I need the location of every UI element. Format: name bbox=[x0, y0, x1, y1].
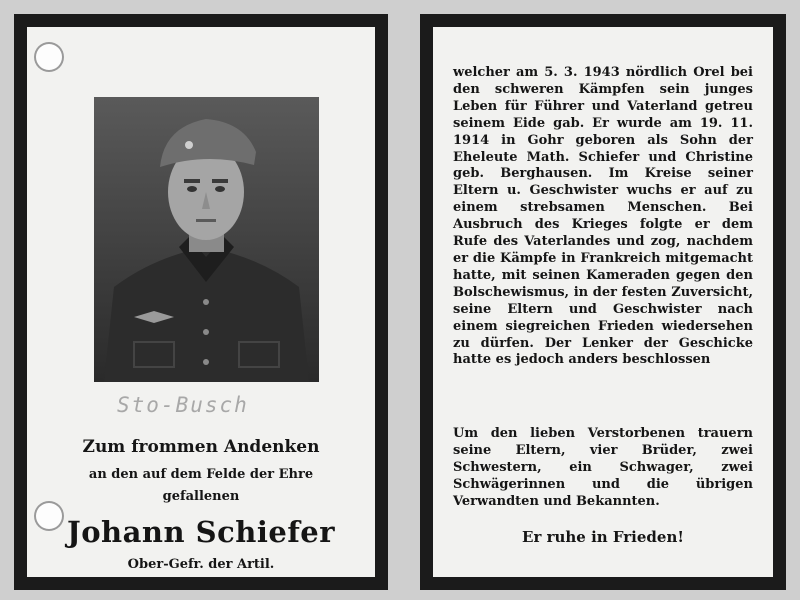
memorial-subheading-line-1: an den auf dem Felde der Ehre bbox=[88, 467, 314, 482]
portrait-illustration bbox=[94, 97, 319, 382]
memorial-heading: Zum frommen Andenken bbox=[82, 437, 320, 457]
memorial-card-right bbox=[420, 14, 786, 590]
closing-blessing: Er ruhe in Frieden! bbox=[522, 528, 684, 546]
memorial-subheading-line-2: gefallenen bbox=[162, 489, 240, 504]
deceased-name: Johann Schiefer bbox=[66, 515, 336, 549]
mourners-text: Um den lieben Verstorbenen trauern seine Eltern, vier Brüder, zwei Schwestern, ein Schwager, zwei Schwägerinnen und die übrigen Verwandten und Bekannten. bbox=[453, 426, 753, 509]
soldier-portrait-photo bbox=[94, 97, 319, 382]
handwritten-pencil-note: Sto-Busch bbox=[117, 393, 249, 417]
biography-text: welcher am 5. 3. 1943 nördlich Orel bei den schweren Kämpfen sein junges Leben für Führer und Vaterland getreu seinem Eide gab. Er wurde am 19. 11. 1914 in Gohr geboren als Sohn der Eheleute Math. Schiefer und Christine geb. Berghausen. Im Kreise seiner Eltern u. Geschwister wuchs er auf zu einem strebsamen Menschen. Bei Ausbruch des Krieges folgte er dem Rufe des Vaterlandes und zog, nachdem er die Kämpfe in Frankreich mitgemacht hatte, mit seinen Kameraden gegen den Bolschewismus, in der festen Zuversicht, seine Eltern und Geschwister nach einem siegreichen Frieden wiedersehen zu dürfen. Der Lenker der Geschicke hatte es jedoch anders beschlossen bbox=[453, 65, 753, 368]
memorial-card-left bbox=[14, 14, 388, 590]
punch-hole-bottom bbox=[34, 501, 64, 531]
punch-hole-top bbox=[34, 42, 64, 72]
deceased-rank: Ober-Gefr. der Artil. bbox=[127, 557, 275, 572]
